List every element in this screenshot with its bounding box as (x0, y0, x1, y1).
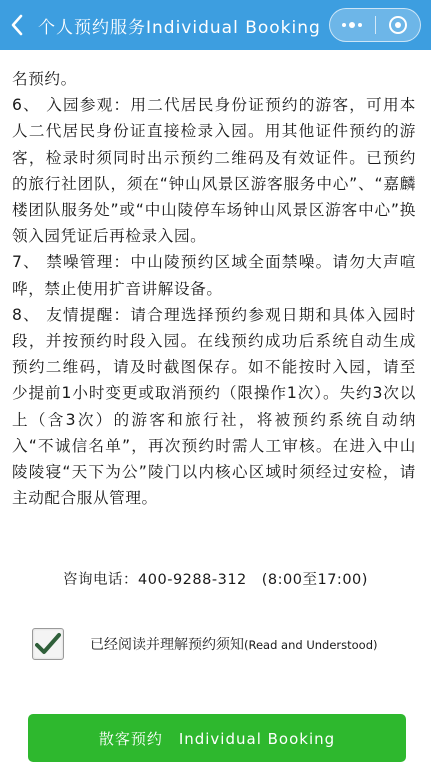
agree-label (90, 634, 378, 654)
hotline-text: 咨询电话：400-9288-312 (8:00至17:00) (63, 572, 368, 588)
agreement-row (32, 626, 412, 662)
checkmark-icon (35, 632, 61, 656)
notice-item-6: 6、 入园参观：用二代居民身份证预约的游客，可用本人二代居民身份证直接检录入园。用其他证件预约的游客，检录时须同时出示预约二维码及有效证件。已预约的旅行社团队，须在“钟山风景区游客服务中心”、“嘉麟楼团队服务处”或“中山陵停车场钟山风景区游客中心”换领入园凭证后再检录入园。 (12, 96, 416, 246)
booking-notice (12, 22, 416, 511)
notice-item-7: 7、 禁噪管理：中山陵预约区域全面禁噪。请勿大声喧哗，禁止使用扩音讲解设备。 (12, 253, 416, 298)
agree-checkbox[interactable] (32, 628, 64, 660)
notice-item-5-tail: 名预约。 (12, 70, 77, 88)
individual-booking-button[interactable]: 散客预约 Individual Booking (28, 714, 406, 762)
agree-label-cn: 已经阅读并理解预约须知 (90, 637, 244, 653)
notice-item-8: 8、 友情提醒：请合理选择预约参观日期和具体入园时段，并按预约时段入园。在线预约成功后系统自动生成预约二维码，请及时截图保存。如不能按时入园，请至少提前1小时变更或取消预约（限操作1次）。失约3次以上（含3次）的游客和旅行社，将被预约系统自动纳入“不诚信名单”，再次预约时需人工审核。在进入中山陵陵寝“天下为公”陵门以内核心区域时须经过安检，请主动配合服从管理。 (12, 305, 416, 508)
page-title: 个人预约服务Individual Booking (38, 17, 321, 38)
agree-label-en: (Read and Understood) (244, 638, 378, 652)
